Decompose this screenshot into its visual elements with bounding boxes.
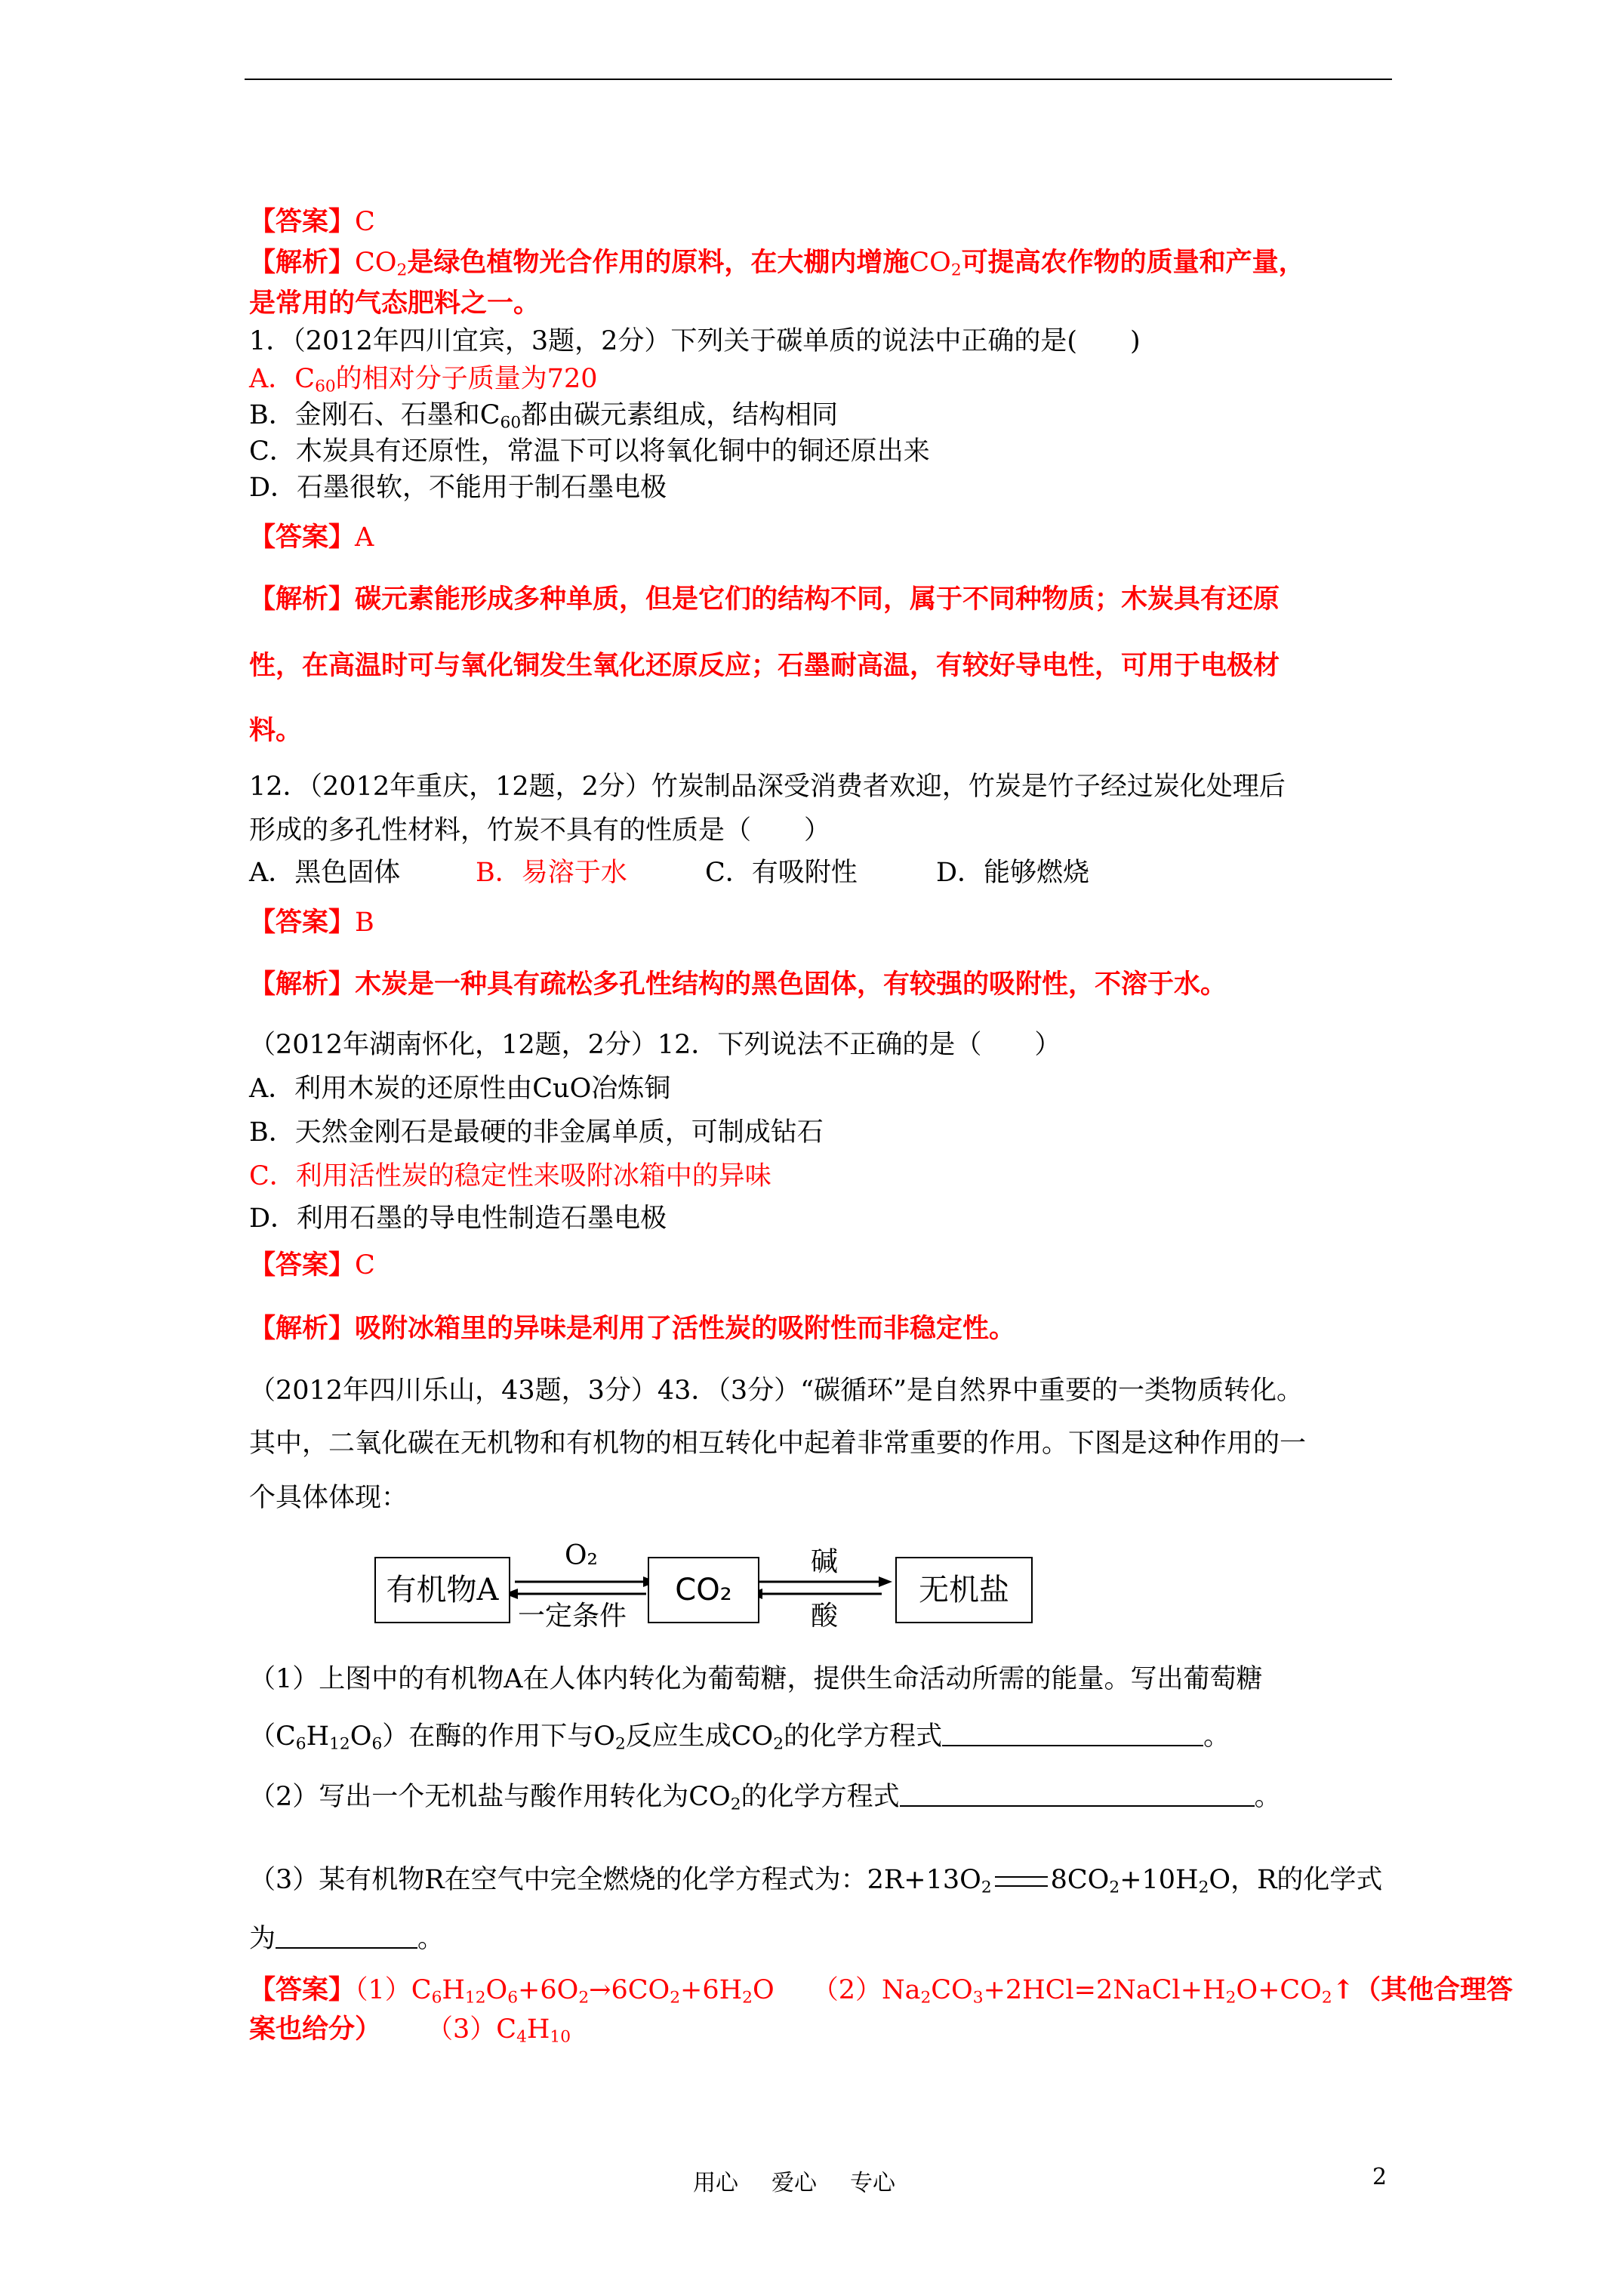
answer-blank	[942, 1719, 1203, 1746]
explanation-line: 【解析】木炭是一种具有疏松多孔性结构的黑色固体，有较强的吸附性，不溶于水。	[249, 969, 1227, 1000]
sub-question-3: （3）某有机物R在空气中完全燃烧的化学方程式为：$2R+13O_2$ $8CO_2+10H_2O$，R的化学式	[249, 1865, 1383, 1897]
arrow-label-base: 碱	[811, 1546, 839, 1577]
answer-line: 【答案】A	[249, 522, 374, 553]
explanation-line: 【解析】碳元素能形成多种单质，但是它们的结构不同，属于不同种物质；木炭具有还原	[249, 584, 1280, 615]
question-stem: （2012年湖南怀化，12题，2分）12．下列说法不正确的是（ ）	[249, 1030, 1061, 1060]
footer-slogan: 用心 爱心 专心	[693, 2170, 895, 2196]
arrow-label-o2: O₂	[565, 1540, 598, 1571]
question-stem: 1．（2012年四川宜宾，3题，2分）下列关于碳单质的说法中正确的是( )	[249, 326, 1141, 356]
answer-line: 【答案】C	[249, 206, 375, 237]
option-d: D．石墨很软，不能用于制石墨电极	[249, 473, 667, 503]
equation-sign	[995, 1876, 1048, 1887]
option-c: C．利用活性炭的稳定性来吸附冰箱中的异味	[249, 1161, 771, 1191]
option-a: A．$C_{60}$的相对分子质量为720	[249, 364, 598, 396]
page-number: 2	[1372, 2164, 1387, 2190]
option-a: A．黑色固体	[249, 858, 401, 888]
sub-question-1: （1）上图中的有机物A在人体内转化为葡萄糖，提供生命活动所需的能量。写出葡萄糖	[249, 1664, 1263, 1694]
question-stem: 12．（2012年重庆，12题，2分）竹炭制品深受消费者欢迎，竹炭是竹子经过炭化处理后	[249, 772, 1286, 802]
explanation-line: 【解析】$CO_2$是绿色植物光合作用的原料，在大棚内增施$CO_2$可提高农作物的质量和产量，	[249, 247, 1305, 280]
option-b: B．天然金刚石是最硬的非金属单质，可制成钻石	[249, 1117, 824, 1148]
option-c: C．有吸附性	[705, 858, 858, 888]
explanation-line-2: 性，在高温时可与氧化铜发生氧化还原反应；石墨耐高温，有较好导电性，可用于电极材	[249, 650, 1280, 681]
arrow-label-acid: 酸	[811, 1601, 839, 1632]
option-a: A．利用木炭的还原性由CuO冶炼铜	[249, 1074, 671, 1104]
explanation-line: 【解析】吸附冰箱里的异味是利用了活性炭的吸附性而非稳定性。	[249, 1313, 1016, 1344]
question-stem-3: 个具体体现：	[249, 1483, 408, 1513]
box-co2: CO₂	[648, 1557, 759, 1623]
sub-question-2: （2）写出一个无机盐与酸作用转化为$CO_2$的化学方程式 。	[249, 1779, 1281, 1815]
sub-question-3-line-2: 为 。	[249, 1921, 444, 1957]
explanation-line-2: 是常用的气态肥料之一。	[249, 288, 540, 319]
answer-line-2: 案也给分） $(3)C_4H_{10}$	[249, 2014, 571, 2047]
box-organic: 有机物A	[374, 1557, 510, 1623]
answer-label: 【答案】	[249, 206, 356, 237]
arrow-label-condition: 一定条件	[518, 1601, 627, 1632]
option-d: D．能够燃烧	[936, 858, 1090, 888]
answer-line: 【答案】C	[249, 1250, 375, 1281]
box-inorganic-salt: 无机盐	[895, 1557, 1033, 1623]
answer-blank	[276, 1922, 417, 1949]
option-c: C．木炭具有还原性，常温下可以将氧化铜中的铜还原出来	[249, 436, 930, 467]
option-b: B．金刚石、石墨和$C_{60}$都由碳元素组成，结构相同	[249, 400, 839, 433]
option-b: B．易溶于水	[476, 858, 627, 888]
question-stem: （2012年四川乐山，43题，3分）43．（3分）“碳循环”是自然界中重要的一类物质转化。	[249, 1376, 1303, 1406]
sub-question-1-line-2: $(C_6H_{12}O_6)$在酶的作用下与$O_2$反应生成$CO_2$的化学方程式 。	[249, 1718, 1230, 1755]
answer-line: 【答案】B	[249, 907, 374, 938]
explanation-label: 【解析】	[249, 247, 356, 278]
answer-blank	[900, 1780, 1255, 1807]
question-stem-2: 其中，二氧化碳在无机物和有机物的相互转化中起着非常重要的作用。下图是这种作用的一	[249, 1428, 1307, 1459]
question-stem-2: 形成的多孔性材料，竹炭不具有的性质是（ ）	[249, 815, 831, 846]
explanation-line-3: 料。	[249, 715, 303, 746]
answer-line: 【答案】$(1)C_6H_{12}O_6+6O_2\to 6CO_2+6H_2O$ $(2)Na_2CO_3+2HCl=2NaCl+H_2O+CO_2↑$（其他合理答	[249, 1974, 1514, 2008]
option-d: D．利用石墨的导电性制造石墨电极	[249, 1203, 667, 1234]
